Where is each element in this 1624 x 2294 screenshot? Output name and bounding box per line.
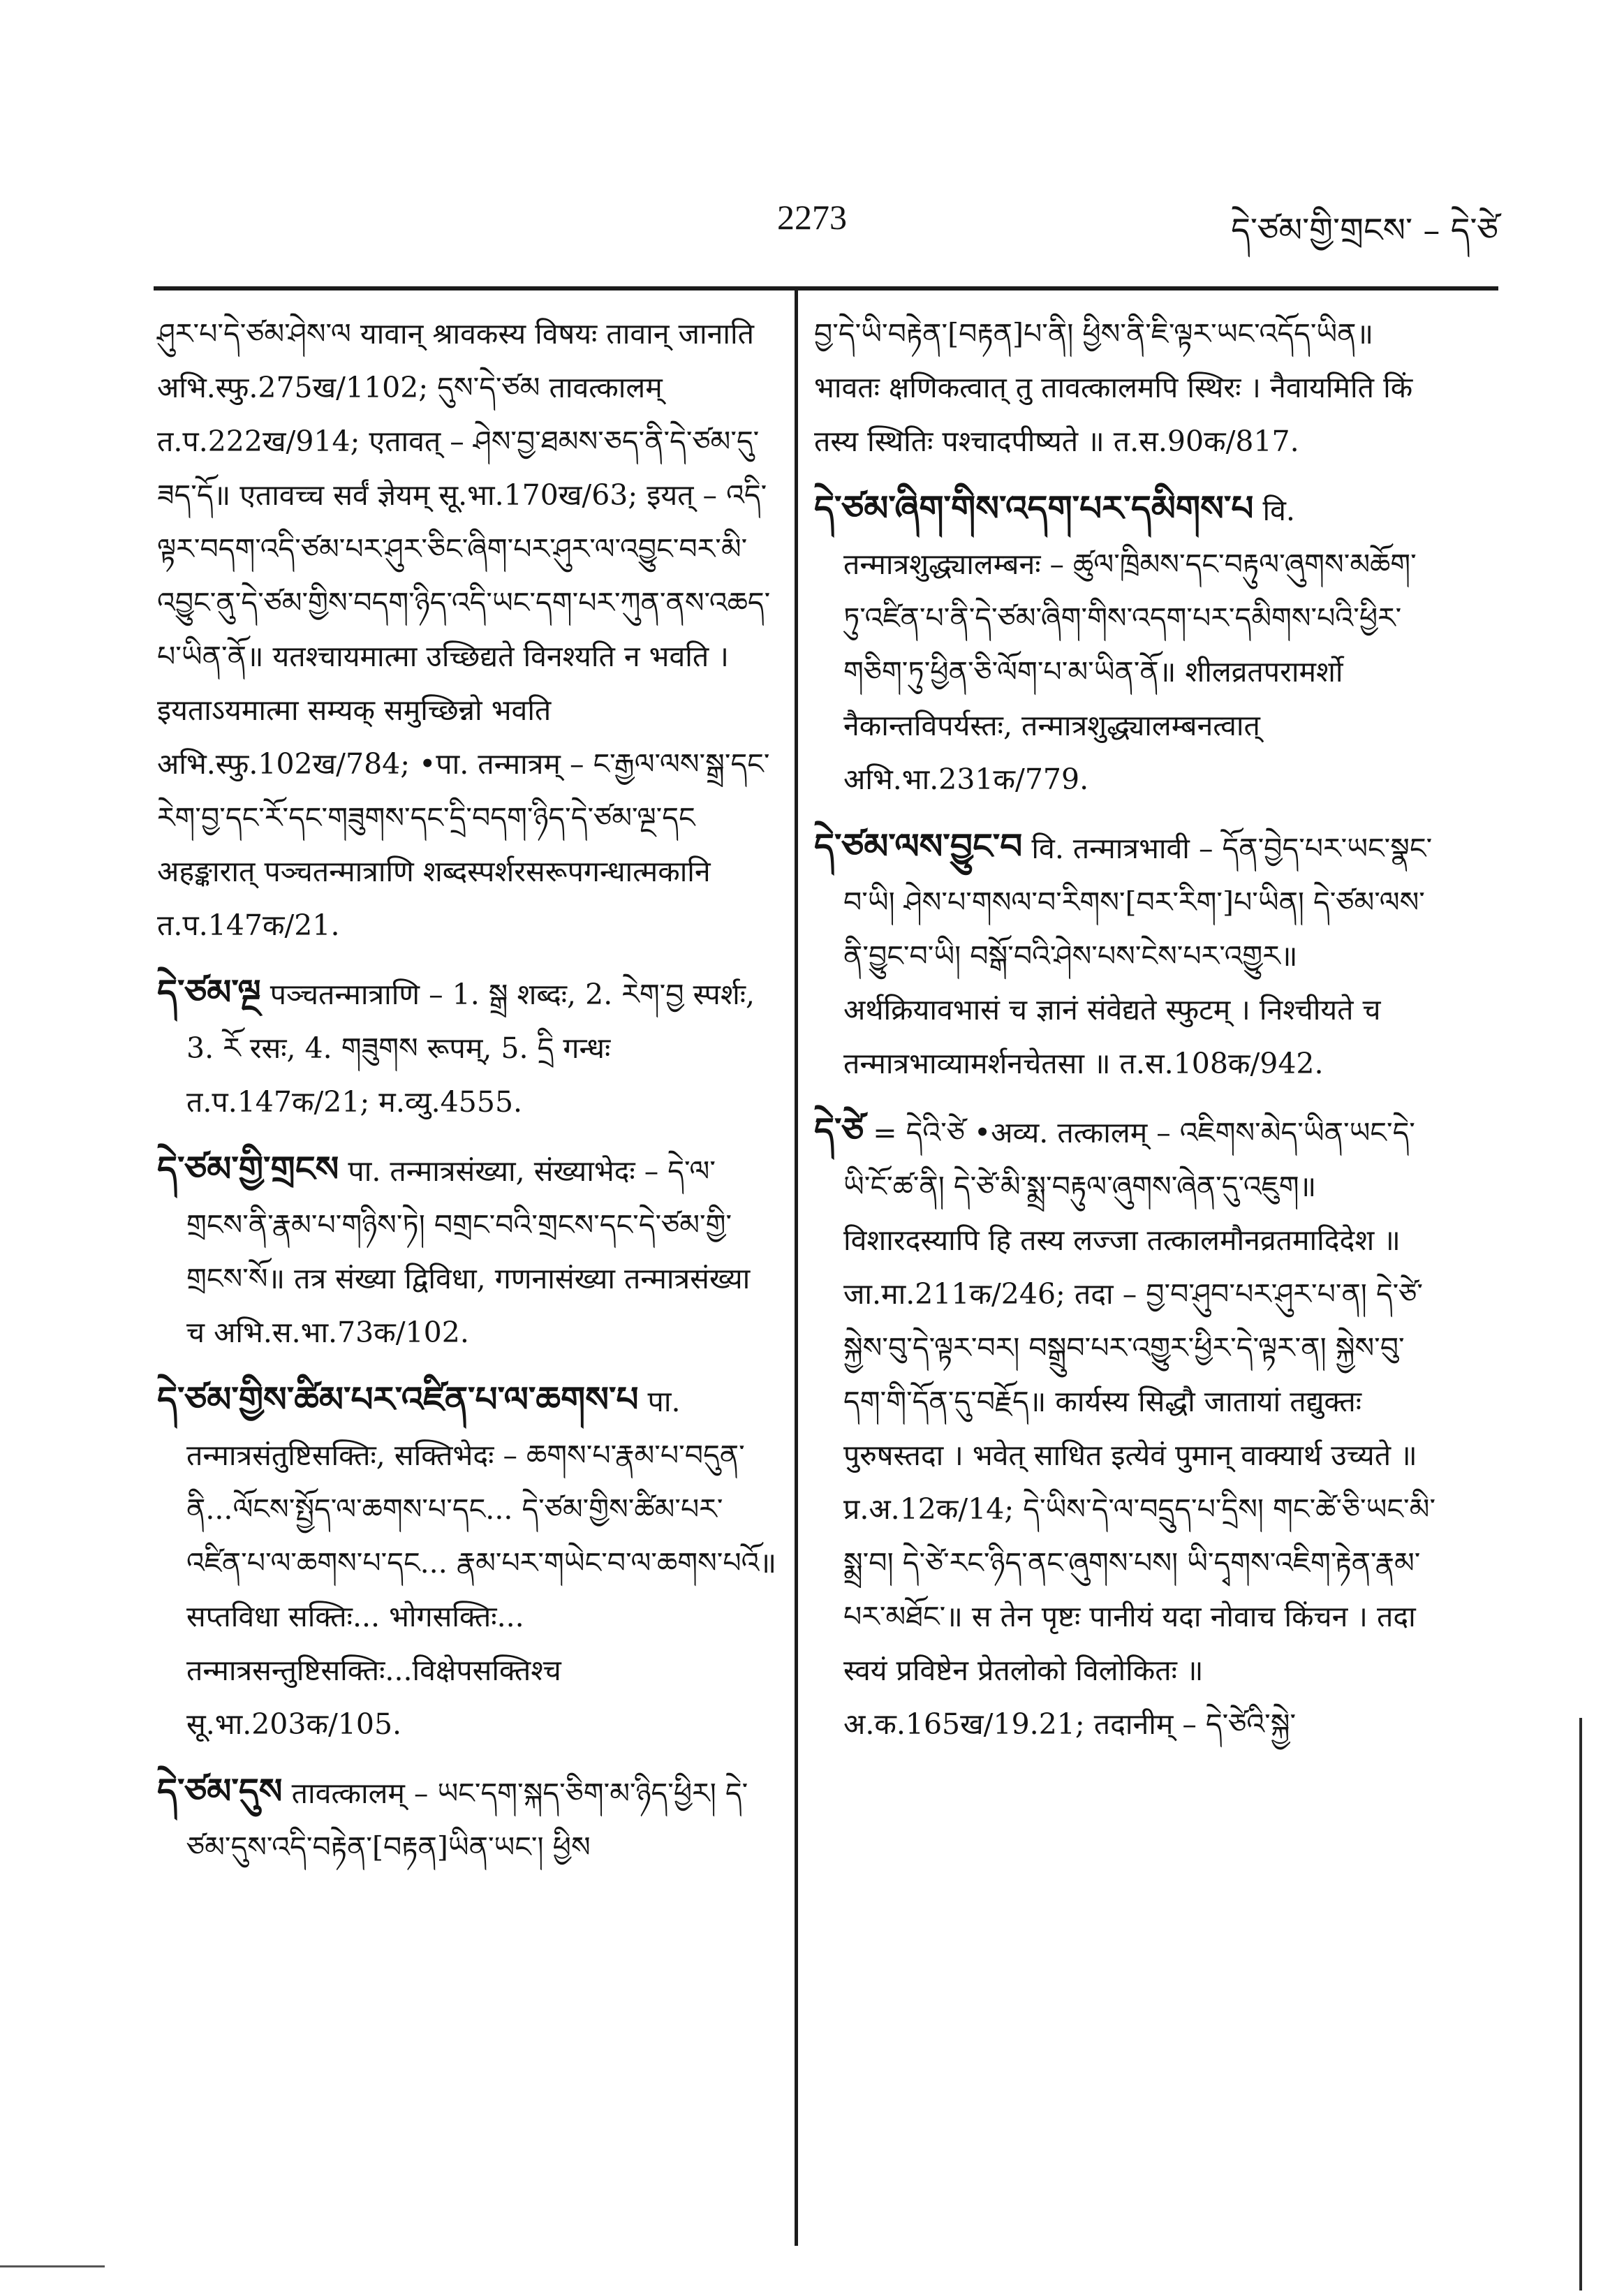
dictionary-entry <box>157 965 777 1129</box>
entry-body: तावत्कालम् – ཡང་དག་སྐད་ཅིག་མ་ཉིད་ཕྱིར། དེ་ཙམ་དུས་འདི་བརྟེན་[བརྟན]ཡིན་ཡང་། ཕྱིས <box>186 1777 748 1864</box>
dictionary-entry <box>157 1142 777 1360</box>
dictionary-entry <box>814 819 1438 1091</box>
left-column <box>157 307 777 1887</box>
running-head: དེ་ཙམ་གྱི་གྲངས་ – དེ་ཙེ <box>1231 211 1498 250</box>
entry-body: पा. तन्मात्रसंख्या, संख्याभेदः – དེ་ལ་གྲངས་ནི་རྣམ་པ་གཉིས་ཏེ། བགྲང་བའི་གྲངས་དང་དེ་ཙམ་གྱི་གྲངས་སོ॥ तत्र संख्या द्विविधा, गणनासंख्या तन्मात्रसंख्या च अभि.स.भा.73क/102. <box>186 1154 751 1349</box>
scan-mark <box>0 2265 105 2267</box>
entry-body: བྱ་དེ་ཡི་བརྟེན་[བརྟན]པ་ནི། ཕྱིས་ནི་ཇི་ལྟར་ཡང་འདོད་ཡིན॥ भावतः क्षणिकत्वात् तु तावत्कालमपि स्थिरः । नैवायमिति किं तस्य स्थितिः पश्चादपीष्यते ॥ त.स.90क/817. <box>814 317 1413 458</box>
header-rule <box>154 286 1498 291</box>
entry-headword: དེ་ཙེ <box>814 1110 864 1151</box>
dictionary-entry <box>157 1764 777 1874</box>
entry-body: वि. तन्मात्रभावी – དོན་བྱེད་པར་ཡང་སྣང་བ་ཡི། ཤེས་པ་གསལ་བ་རིགས་[བར་རིག་]པ་ཡིན། དེ་ཙམ་ལས་ནི་བྱུང་བ་ཡི། བསྒོ་བའི་ཤེས་པས་ངེས་པར་འགྱུར॥ अर्थक्रियावभासं च ज्ञानं संवेद्यते स्फुटम् । निश्चीयते च तन्मात्रभाव्यामर्शनचेतसा ॥ त.स.108क/942. <box>843 832 1433 1080</box>
right-column <box>814 307 1438 1764</box>
right-edge-rule <box>1579 1718 1582 2291</box>
column-divider <box>795 291 798 2246</box>
dictionary-entry <box>814 307 1438 469</box>
entry-body: ཤུར་པ་དེ་ཙམ་ཤེས་ལ यावान् श्रावकस्य विषयः तावान् जानाति अभि.स्फु.275ख/1102; དུས་དེ་ཙམ तावत्कालम् त.प.222ख/914; एतावत् – ཤེས་བྱ་ཐམས་ཅད་ནི་དེ་ཙམ་དུ་ཟད་དོ॥ एतावच्च सर्वं ज्ञेयम् सू.भा.170ख/63; इयत् – འདི་ལྟར་བདག་འདི་ཙམ་པར་ཤུར་ཅིང་ཞིག་པར་ཤུར་ལ་འབྱུང་བར་མི་འབྱུང་ནུ་དེ་ཙམ་གྱིས་བདག་ཉིད་འདི་ཡང་དག་པར་ཀུན་ནས་འཆད་པ་ཡིན་ནོ॥ यतश्चायमात्मा उच्छिद्यते विनश्यति न भवति । इयताऽयमात्मा सम्यक् समुच्छिन्नो भवति अभि.स्फु.102ख/784; •पा. तन्मात्रम् – ང་རྒྱལ་ལས་སྒྲ་དང་རེག་བྱ་དང་རོ་དང་གཟུགས་དང་དྲི་བདག་ཉིད་དེ་ཙམ་ལྔ་དང अहङ्कारात् पञ्चतन्मात्राणि शब्दस्पर्शरसरूपगन्धात्मकानि त.प.147क/21. <box>157 317 771 942</box>
entry-headword: དེ་ཙམ་ལས་བྱུང་བ <box>814 825 1023 867</box>
entry-body: = དེའི་ཙེ •अव्य. तत्कालम् – འཇིགས་མེད་ཡིན་ཡང་དེ་ཡི་ངོ་ཚ་ནི། དེ་ཙེ་མི་སྨྲ་བརྟུལ་ཞུགས་ཞེན་དུ་འཇུག॥ विशारदस्यापि हि तस्य लज्जा तत्कालमौनव्रतमादिदेश ॥ जा.मा.211क/246; तदा – བྱ་བ་ཤུབ་པར་ཤུར་པ་ན། དེ་ཙེ་སྐྱེས་བུ་དེ་ལྟར་བར། བསྒྲུབ་པར་འགྱུར་ཕྱིར་དེ་ལྟར་ན། སྐྱེས་བུ་དག་གི་དོན་དུ་བརྗོད॥ कार्यस्य सिद्धौ जातायां तद्युक्तः पुरुषस्तदा । भवेत् साधित इत्येवं पुमान् वाक्यार्थ उच्यते ॥ प्र.अ.12क/14; དེ་ཡིས་དེ་ལ་བདྲུད་པ་དྲིས། གང་ཚེ་ཅི་ཡང་མི་སྨྲ་བ། དེ་ཙེ་རང་ཉིད་ནང་ཞུགས་པས། ཡི་དྭགས་འཇིག་རྟེན་རྣམ་པར་མཐོང་॥ स तेन पृष्टः पानीयं यदा नोवाच किंचन । तदा स्वयं प्रविष्टेन प्रेतलोको विलोकितः ॥ अ.क.165ख/19.21; तदानीम् – དེ་ཙེའི་སྐྱེ་ <box>843 1116 1436 1741</box>
entry-headword: དེ་ཙམ་གྱིས་ཚིམ་པར་འཛིན་པ་ལ་ཆགས་པ <box>157 1378 639 1420</box>
entry-headword: དེ་ཙམ་གྱི་གྲངས <box>157 1148 339 1189</box>
dictionary-entry <box>157 307 777 953</box>
entry-body: पञ्चतन्मात्राणि – 1. སྒྲ शब्दः, 2. རེག་བྱ स्पर्शः, 3. རོ रसः, 4. གཟུགས रूपम्, 5. དྲི गन्धः त.प.147क/21; म.व्यु.4555. <box>186 978 755 1119</box>
dictionary-entry <box>157 1372 777 1751</box>
dictionary-entry <box>814 1103 1438 1751</box>
dictionary-entry <box>814 481 1438 807</box>
entry-body: वि. तन्मात्रशुद्ध्यालम्बनः – ཚུལ་ཁྲིམས་དང་བརྟུལ་ཞུགས་མཆོག་ཏུ་འཛིན་པ་ནི་དེ་ཙམ་ཞིག་གིས་འདག་པར་དམིགས་པའི་ཕྱིར་གཅིག་ཏུ་ཕྱིན་ཅི་ལོག་པ་མ་ཡིན་ནོ॥ शीलव्रतपरामर्शो नैकान्तविपर्यस्तः, तन्मात्रशुद्ध्यालम्बनत्वात् अभि.भा.231क/779. <box>843 494 1417 796</box>
page-number: 2273 <box>777 198 847 237</box>
entry-headword: དེ་ཙམ་ཞིག་གིས་འདག་པར་དམིགས་པ <box>814 487 1254 529</box>
entry-headword: དེ་ཙམ་ལྔ <box>157 971 261 1013</box>
entry-headword: དེ་ཙམ་དུས <box>157 1770 283 1811</box>
entry-body: पा. तन्मात्रसंतुष्टिसक्तिः, सक्तिभेदः – ཆགས་པ་རྣམ་པ་བདུན་ནི...ལོངས་སྤྱོད་ལ་ཆགས་པ་དང... དེ་ཙམ་གྱིས་ཚིམ་པར་འཛིན་པ་ལ་ཆགས་པ་དང... རྣམ་པར་གཡེང་བ་ལ་ཆགས་པའོ॥ सप्तविधा सक्तिः... भोगसक्तिः... तन्मात्रसन्तुष्टिसक्तिः...विक्षेपसक्तिश्च सू.भा.203क/105. <box>186 1385 777 1741</box>
